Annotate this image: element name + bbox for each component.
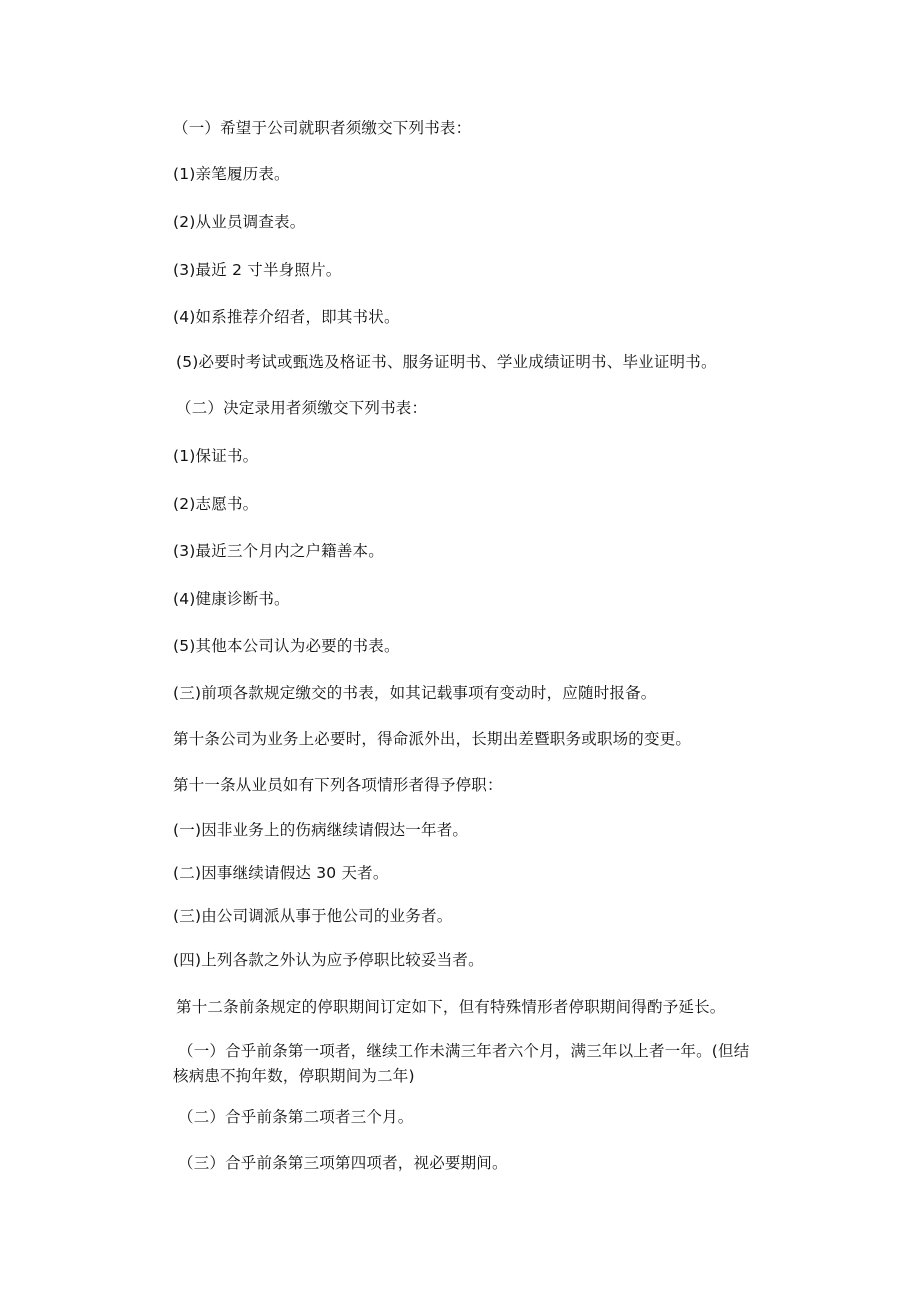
list-item: (三)由公司调派从事于他公司的业务者。 <box>173 907 453 925</box>
section-2-heading: （二）决定录用者须缴交下列书表： <box>176 399 428 417</box>
list-item: （三）合乎前条第三项第四项者，视必要期间。 <box>178 1154 508 1172</box>
list-item: (2)从业员调查表。 <box>173 213 306 231</box>
article-12: 第十二条前条规定的停职期间订定如下，但有特殊情形者停职期间得酌予延长。 <box>176 998 726 1016</box>
list-item: (一)因非业务上的伤病继续请假达一年者。 <box>173 821 469 839</box>
list-item: (5)必要时考试或甄选及格证书、服务证明书、学业成绩证明书、毕业证明书。 <box>176 353 717 371</box>
list-item: (1)亲笔履历表。 <box>173 165 290 183</box>
list-item: (四)上列各款之外认为应予停职比较妥当者。 <box>173 951 484 969</box>
article-11: 第十一条从业员如有下列各项情形者得予停职： <box>173 776 503 794</box>
list-item: (2)志愿书。 <box>173 495 259 513</box>
list-item: (1)保证书。 <box>173 447 259 465</box>
list-item: (4)健康诊断书。 <box>173 590 290 608</box>
paragraph: (三)前项各款规定缴交的书表，如其记载事项有变动时，应随时报备。 <box>173 684 657 702</box>
paragraph: （一）合乎前条第一项者，继续工作未满三年者六个月，满三年以上者一年。(但结核病患不拘年数，停职期间为二年) <box>173 1042 750 1085</box>
article-10: 第十条公司为业务上必要时，得命派外出，长期出差暨职务或职场的变更。 <box>173 730 692 748</box>
section-1-heading: （一）希望于公司就职者须缴交下列书表： <box>173 119 472 137</box>
list-item: (3)最近三个月内之户籍善本。 <box>173 542 384 560</box>
list-item: (5)其他本公司认为必要的书表。 <box>173 637 400 655</box>
list-item: (4)如系推荐介绍者，即其书状。 <box>173 308 400 326</box>
list-item: (3)最近 2 寸半身照片。 <box>173 261 342 279</box>
list-item: （二）合乎前条第二项者三个月。 <box>178 1108 414 1126</box>
list-item: (二)因事继续请假达 30 天者。 <box>173 864 389 882</box>
